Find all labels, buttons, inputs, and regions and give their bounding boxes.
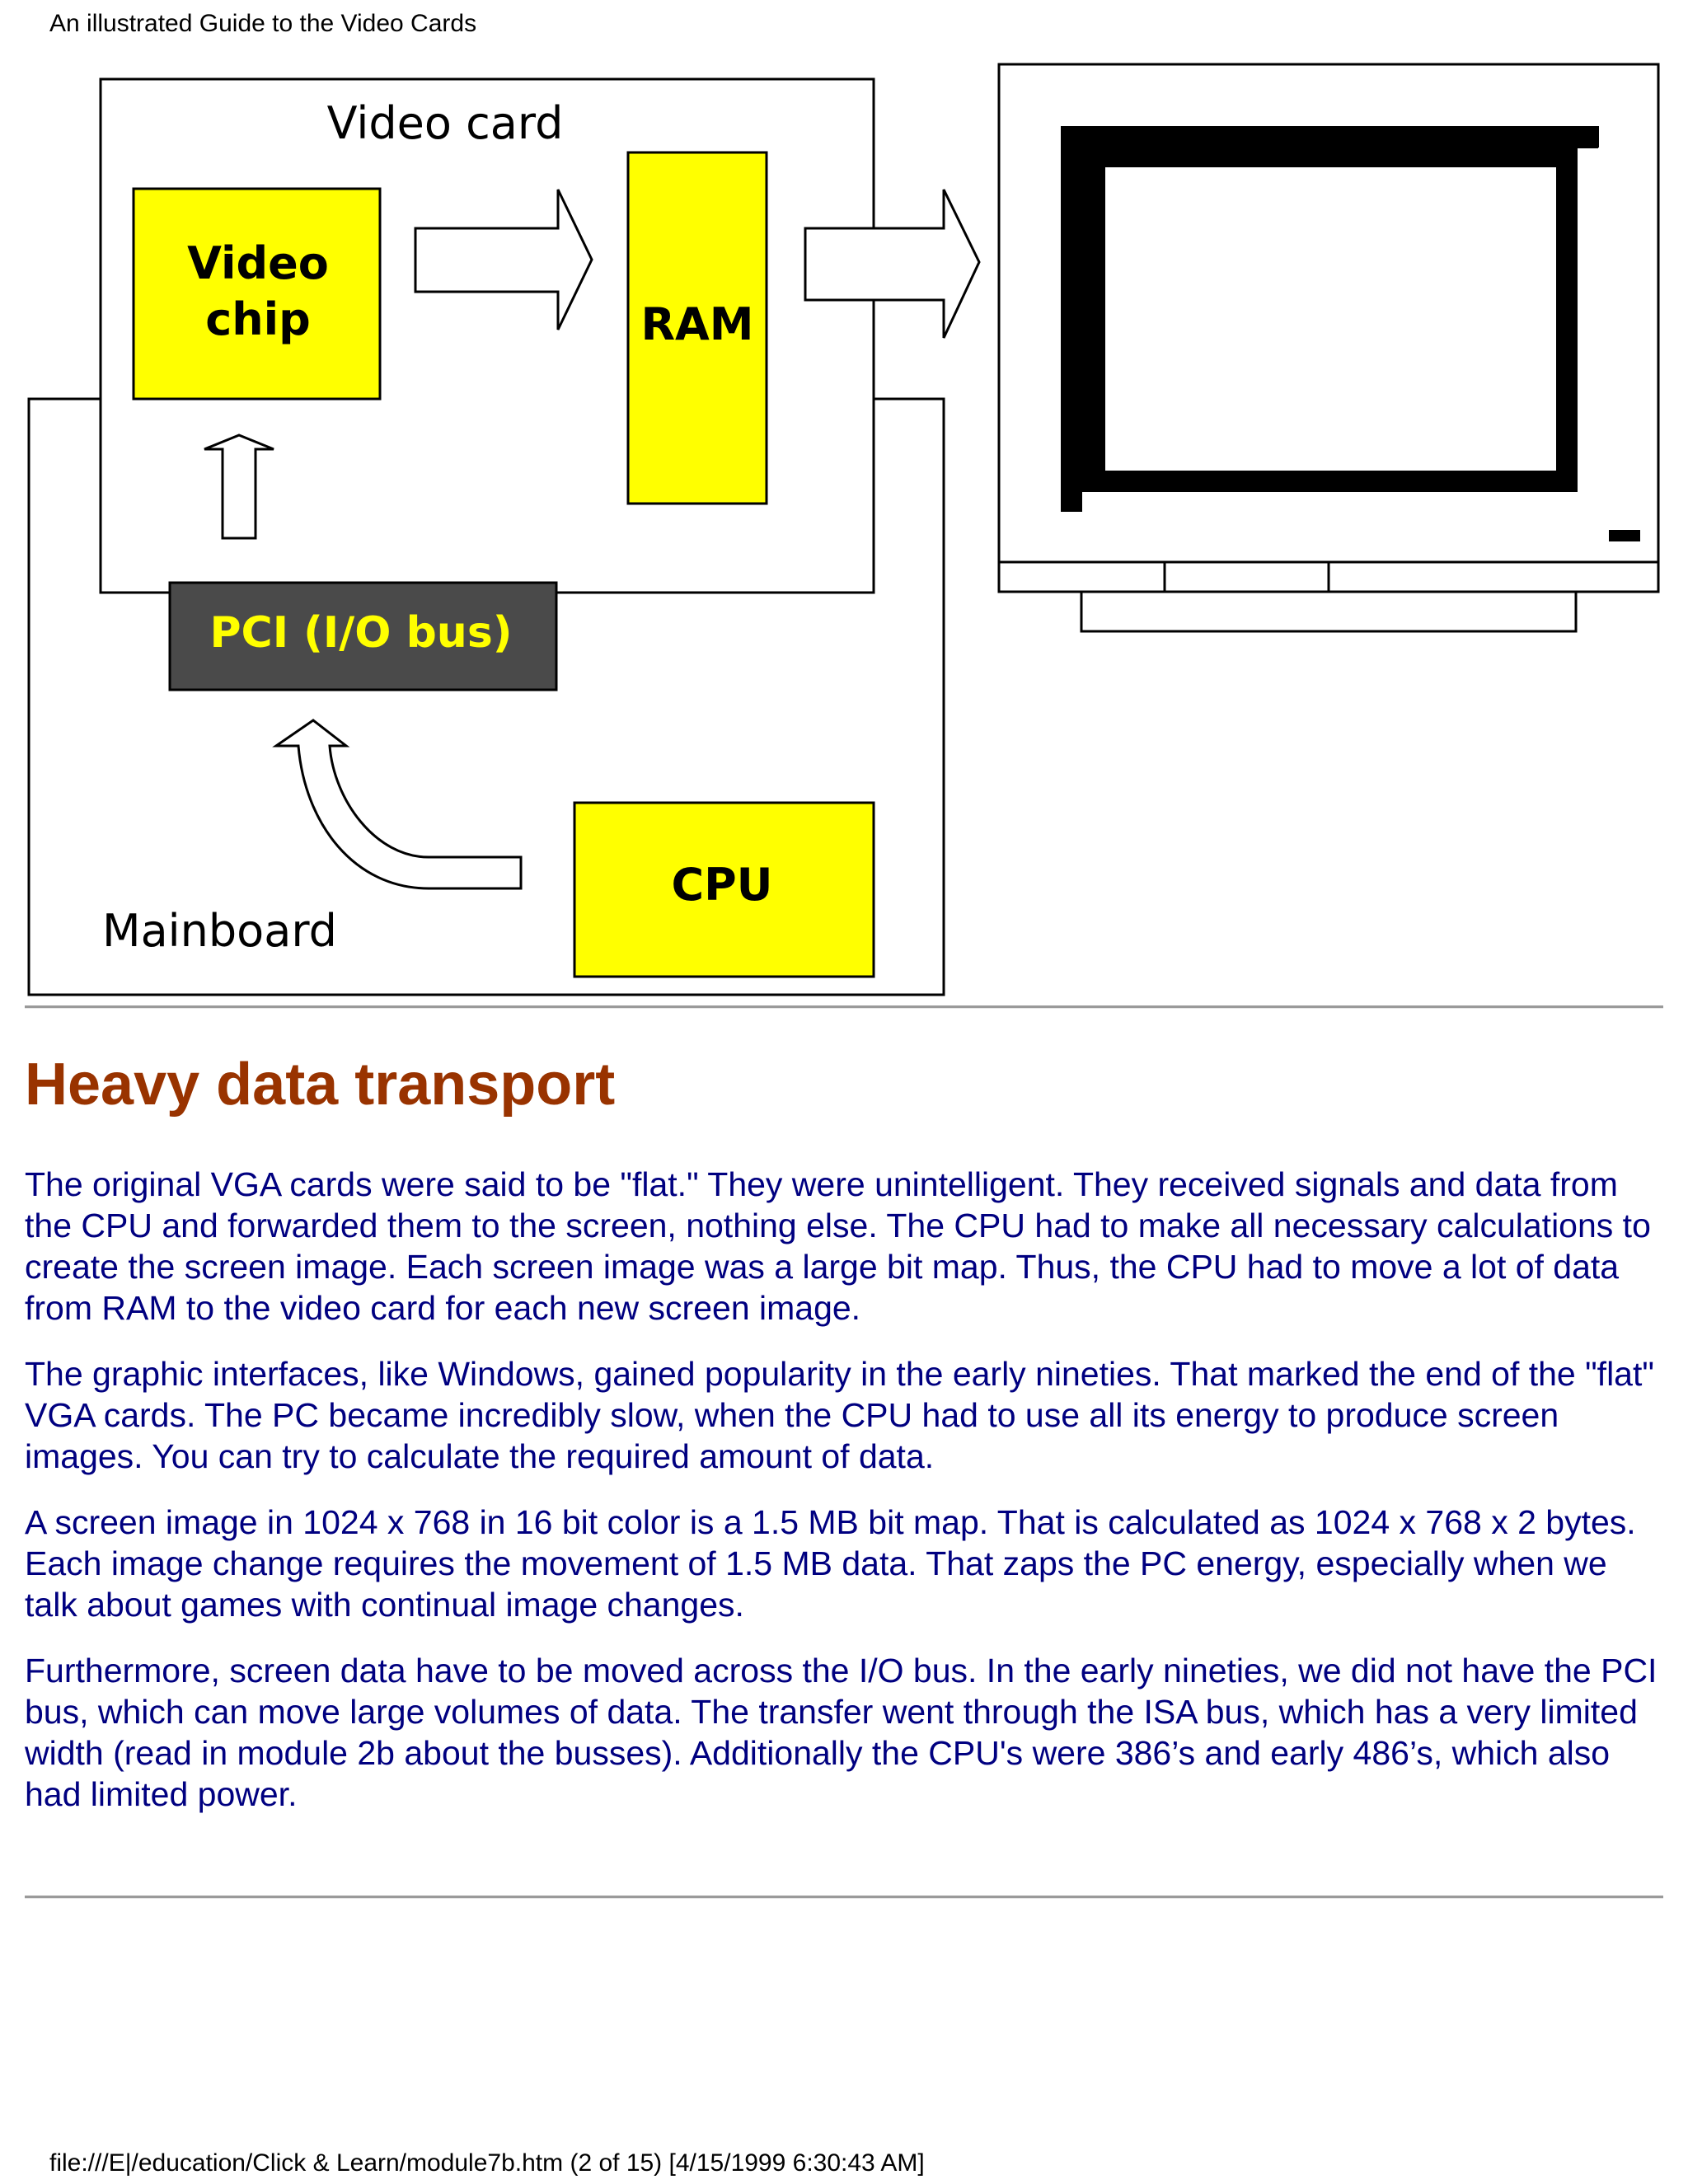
monitor-frame-right-edge [1556, 148, 1578, 492]
video-chip-label-line1: Video [187, 237, 329, 289]
mainboard-label: Mainboard [102, 905, 337, 957]
page-footer-path: file:///E|/education/Click & Learn/module7b.htm (2 of 15) [4/15/1999 6:30:43 AM] [49, 2149, 925, 2177]
paragraph-2: The graphic interfaces, like Windows, gained popularity in the early nineties. That marked the end of the "flat" VGA cards. The PC became incredibly slow, when the CPU had to use all its energy to produce screen images. You can try to calculate the required amount of data. [25, 1355, 1654, 1475]
cpu-label: CPU [671, 859, 773, 911]
video-card-diagram [0, 49, 1688, 1005]
article-body [25, 1164, 1665, 1840]
arrow-cpu-to-pci-icon [276, 720, 521, 888]
monitor-power-led-icon [1609, 530, 1640, 541]
divider-bottom [25, 1896, 1663, 1899]
monitor-frame-bottom-cut [1082, 492, 1578, 512]
paragraph-3: A screen image in 1024 x 768 in 16 bit color is a 1.5 MB bit map. That is calculated as 1024 x 768 x 2 bytes. Each image change requires the movement of 1.5 MB data. That zaps the PC energy, especially when we talk about games with continual image changes. [25, 1503, 1636, 1624]
monitor-frame-notch-cut [1578, 148, 1602, 511]
monitor-screen [1105, 167, 1556, 471]
page-header-title: An illustrated Guide to the Video Cards [49, 10, 477, 37]
video-chip-label-line2: chip [205, 293, 311, 345]
paragraph-1: The original VGA cards were said to be "flat." They were unintelligent. They received signals and data from the CPU and forwarded them to the screen, nothing else. The CPU had to make all necessary calculations to create the screen image. Each screen image was a large bit map. Thus, the CPU had to move a lot of data from RAM to the video card for each new screen image. [25, 1165, 1651, 1327]
pci-bus-label: PCI (I/O bus) [209, 608, 513, 658]
monitor-frame-bottom-left [1061, 471, 1082, 512]
monitor-stand [1081, 592, 1576, 631]
ram-label: RAM [640, 298, 754, 350]
video-card-label: Video card [326, 97, 564, 149]
section-heading: Heavy data transport [25, 1052, 616, 1118]
monitor-frame-bottom [1082, 471, 1578, 492]
divider-top [25, 1005, 1663, 1009]
monitor-frame-notch-right [1576, 126, 1599, 148]
paragraph-4: Furthermore, screen data have to be moved across the I/O bus. In the early nineties, we did not have the PCI bus, which can move large volumes of data. The transfer went through the ISA bus, which has a very limited width (read in module 2b about the busses). Additionally the CPU's were 386’s and early 486’s, which also had limited power. [25, 1652, 1658, 1813]
